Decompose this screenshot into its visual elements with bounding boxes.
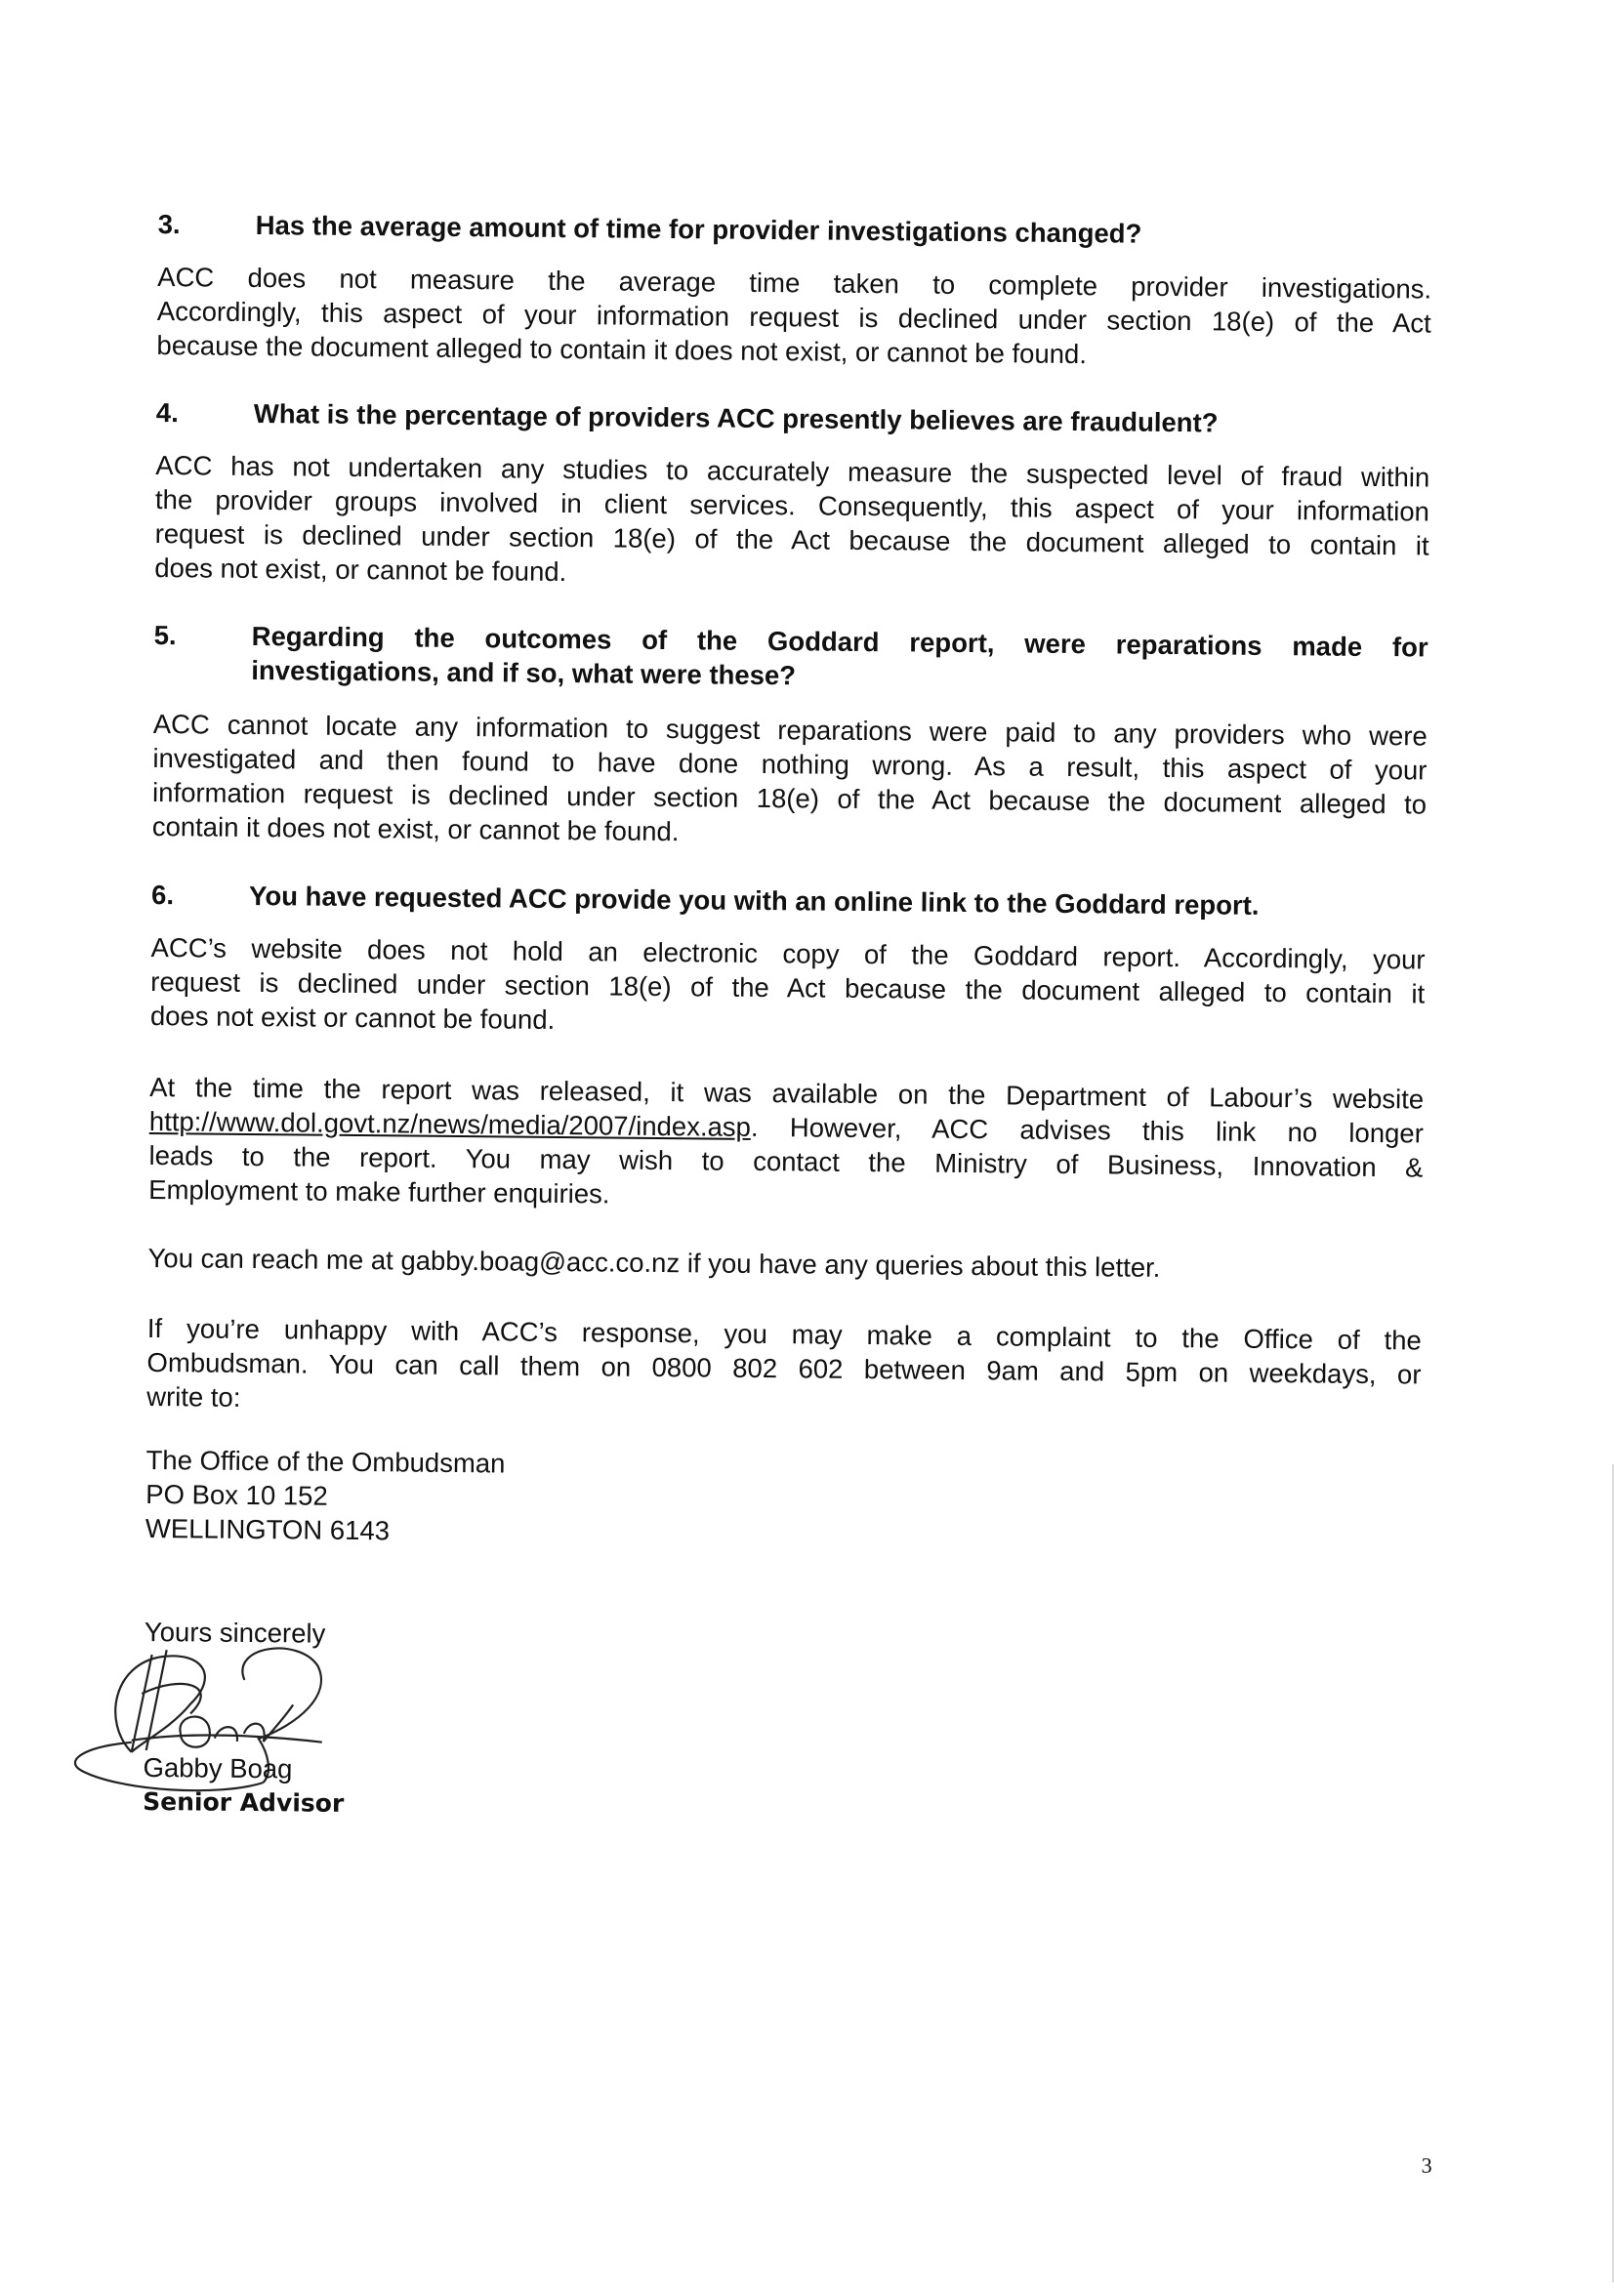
closing: Yours sincerely	[144, 1616, 326, 1649]
text-line: leads to the report. You may wish to contact the Ministry of Business, Innovation &	[148, 1139, 1424, 1183]
address-line: The Office of the Ombudsman	[145, 1444, 506, 1479]
website-paragraph	[148, 1070, 1424, 1219]
text-line: ACC has not undertaken any studies to accurately measure the suspected level of fraud within	[155, 450, 1430, 493]
text-line: request is declined under section 18(e) of the Act because the document alleged to contain it	[154, 518, 1429, 561]
question-6-heading	[151, 878, 1426, 924]
answer-6	[150, 930, 1426, 1046]
text-line: does not exist or cannot be found.	[149, 1000, 556, 1035]
question-4-heading	[156, 395, 1430, 442]
text-line: contain it does not exist, or cannot be found.	[151, 810, 680, 847]
text-line: information request is declined under section 18(e) of the Act because the document alleged to	[151, 776, 1428, 820]
text-line: because the document alleged to contain it does not exist, or cannot be found.	[156, 330, 1088, 370]
answer-5	[152, 707, 1428, 856]
text-span: . However, ACC advises this link no longer	[750, 1111, 1424, 1149]
contact-paragraph	[147, 1241, 1422, 1288]
question-number: 3.	[157, 209, 181, 240]
page-number: 3	[1421, 2152, 1432, 2178]
answer-3	[156, 260, 1431, 375]
text-line: Employment to make further enquiries.	[148, 1173, 610, 1210]
signatory-title: Senior Advisor	[143, 1786, 345, 1818]
text-line: write to:	[146, 1380, 241, 1413]
text-line: investigated and then found to have done nothing wrong. As a result, this aspect of your	[152, 742, 1428, 786]
text-line: ACC does not measure the average time taken to complete provider investigations.	[157, 262, 1432, 305]
text-line: Accordingly, this aspect of your information request is declined under section 18(e) of the Act	[156, 296, 1431, 339]
ombudsman-paragraph	[146, 1311, 1422, 1426]
address-line: PO Box 10 152	[145, 1478, 328, 1511]
question-5-heading	[153, 618, 1428, 699]
question-number: 5.	[153, 619, 177, 651]
answer-4	[154, 448, 1429, 597]
question-text: Has the average amount of time for provider investigations changed?	[255, 209, 1142, 249]
text-line: does not exist, or cannot be found.	[154, 553, 567, 588]
text-line: You can reach me at gabby.boag@acc.co.nz if you have any queries about this letter.	[147, 1242, 1161, 1283]
question-text: You have requested ACC provide you with an online link to the Goddard report.	[248, 880, 1260, 921]
text-line: the provider groups involved in client services. Consequently, this aspect of your information	[154, 484, 1430, 527]
text-line: At the time the report was released, it was available on the Department of Labour’s website	[149, 1071, 1425, 1115]
question-3-heading	[158, 207, 1432, 254]
question-number: 6.	[150, 879, 175, 911]
signatory-name: Gabby Boag	[143, 1751, 293, 1784]
text-line: If you’re unhappy with ACC’s response, you may make a complaint to the Office of the	[146, 1312, 1422, 1356]
address-line: WELLINGTON 6143	[145, 1512, 391, 1546]
question-number: 4.	[155, 397, 179, 429]
text-line: ACC’s website does not hold an electronic copy of the Goddard report. Accordingly, your	[150, 931, 1426, 975]
dol-link[interactable]: http://www.dol.govt.nz/news/media/2007/index.asp	[148, 1105, 752, 1142]
address-block	[145, 1443, 1421, 1558]
text-line: ACC cannot locate any information to suggest reparations were paid to any providers who were	[152, 708, 1428, 752]
text-line: request is declined under section 18(e) of the Act because the document alleged to contain it	[150, 965, 1426, 1009]
question-text: investigations, and if so, what were these?	[251, 654, 797, 691]
question-text: Regarding the outcomes of the Goddard report, were reparations made for	[251, 620, 1428, 663]
question-text: What is the percentage of providers ACC presently believes are fraudulent?	[253, 397, 1219, 438]
text-line: Ombudsman. You can call them on 0800 802 602 between 9am and 5pm on weekdays, or	[146, 1346, 1422, 1390]
